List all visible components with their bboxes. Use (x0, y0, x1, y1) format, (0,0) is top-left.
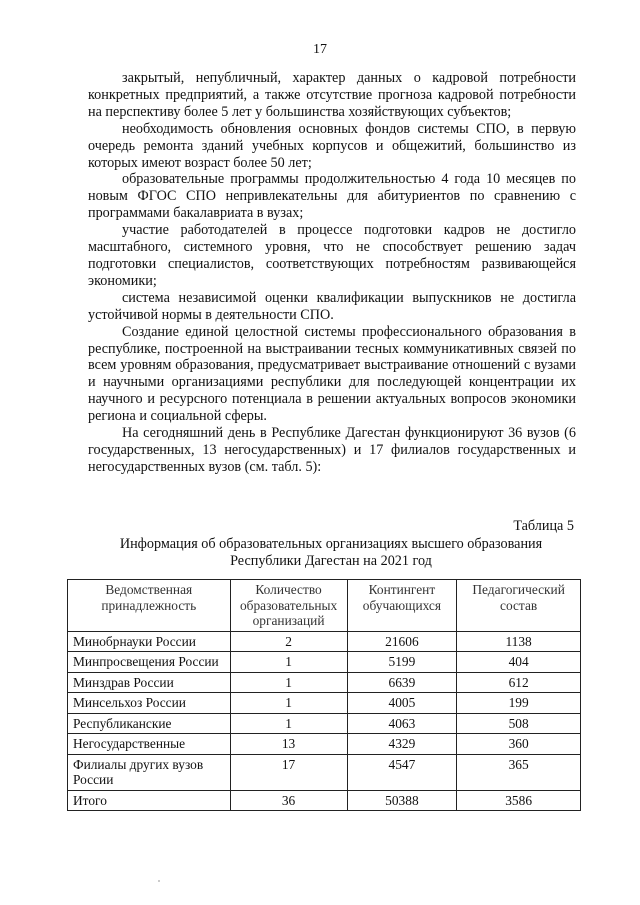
table-cell: 5199 (347, 652, 457, 673)
body-text (88, 70, 576, 476)
header-cell: Контингент обучающихся (347, 580, 457, 632)
paragraph: система независимой оценки квалификации выпускников не достигла устойчивой нормы в деятельности СПО. (88, 289, 576, 323)
table-cell: 4063 (347, 713, 457, 734)
paragraph: необходимость обновления основных фондов системы СПО, в первую очередь ремонта зданий учебных корпусов и общежитий, большинство из которых имеют возраст более 50 лет; (88, 120, 576, 171)
table-cell: 21606 (347, 631, 457, 652)
paragraph: Создание единой целостной системы профессионального образования в республике, построенной на выстраивании тесных коммуникативных связей по всем уровням образования, предусматривает выстраивание отношений с вузами и научными организациями республики для последующей концентрации их научного и ресурсного потенциала в решении актуальных вопросов экономики региона и социальной сферы. (88, 323, 576, 425)
table-cell: Филиалы других вузов России (68, 754, 231, 790)
table-cell: 1138 (457, 631, 581, 652)
table-row (68, 734, 581, 755)
table-row (68, 754, 581, 790)
table-cell: 1 (230, 713, 347, 734)
table-cell: 3586 (457, 790, 581, 811)
table-row (68, 693, 581, 714)
table-cell: Минздрав России (68, 672, 231, 693)
paragraph: На сегодняшний день в Республике Дагестан функционируют 36 вузов (6 государственных, 13 негосударственных) и 17 филиалов государственных и негосударственных вузов (см. табл. 5): (88, 425, 576, 475)
data-table (67, 579, 581, 811)
table-cell: Итого (68, 790, 231, 811)
table-cell: Минсельхоз России (68, 693, 231, 714)
table-header-row (68, 580, 581, 632)
table-cell: 4005 (347, 693, 457, 714)
table-row (68, 672, 581, 693)
table-cell: 1 (230, 672, 347, 693)
table-cell: 17 (230, 754, 347, 790)
table-cell: 404 (457, 652, 581, 673)
table-cell: 1 (230, 693, 347, 714)
table-cell: 360 (457, 734, 581, 755)
paragraph: участие работодателей в процессе подготовки кадров не достигло масштабного, системного уровня, что не способствует решению задач подготовки специалистов, соответствующих потребностям развивающейся экономики; (88, 222, 576, 289)
header-cell: Ведомственная принадлежность (68, 580, 231, 632)
table-row (68, 790, 581, 811)
table-row (68, 652, 581, 673)
table-cell: 2 (230, 631, 347, 652)
table-cell: 50388 (347, 790, 457, 811)
table-cell: 1 (230, 652, 347, 673)
table-row (68, 631, 581, 652)
table-cell: Минобрнауки России (68, 631, 231, 652)
table-cell: Негосударственные (68, 734, 231, 755)
table-title: Информация об образовательных организациях высшего образования Республики Дагестан на 2021 год (119, 536, 543, 569)
paragraph: закрытый, непубличный, характер данных о кадровой потребности конкретных предприятий, а также отсутствие прогноза кадровой потребности на перспективу более 5 лет у большинства хозяйствующих субъектов; (88, 70, 576, 120)
scan-speck (158, 880, 160, 882)
table-cell: 36 (230, 790, 347, 811)
page-number: 17 (313, 42, 327, 57)
table-cell: 6639 (347, 672, 457, 693)
table-label: Таблица 5 (513, 518, 574, 534)
table-cell: 199 (457, 693, 581, 714)
table-cell: 612 (457, 672, 581, 693)
table-cell: 13 (230, 734, 347, 755)
header-cell: Педагогический состав (457, 580, 581, 632)
table-cell: 4329 (347, 734, 457, 755)
table-cell: Республиканские (68, 713, 231, 734)
table-row (68, 713, 581, 734)
header-cell: Количество образовательных организаций (230, 580, 347, 632)
table-cell: Минпросвещения России (68, 652, 231, 673)
paragraph: образовательные программы продолжительностью 4 года 10 месяцев по новым ФГОС СПО непривлекательны для абитуриентов по сравнению с программами бакалавриата в вузах; (88, 171, 576, 222)
table-cell: 508 (457, 713, 581, 734)
table-cell: 4547 (347, 754, 457, 790)
table-cell: 365 (457, 754, 581, 790)
